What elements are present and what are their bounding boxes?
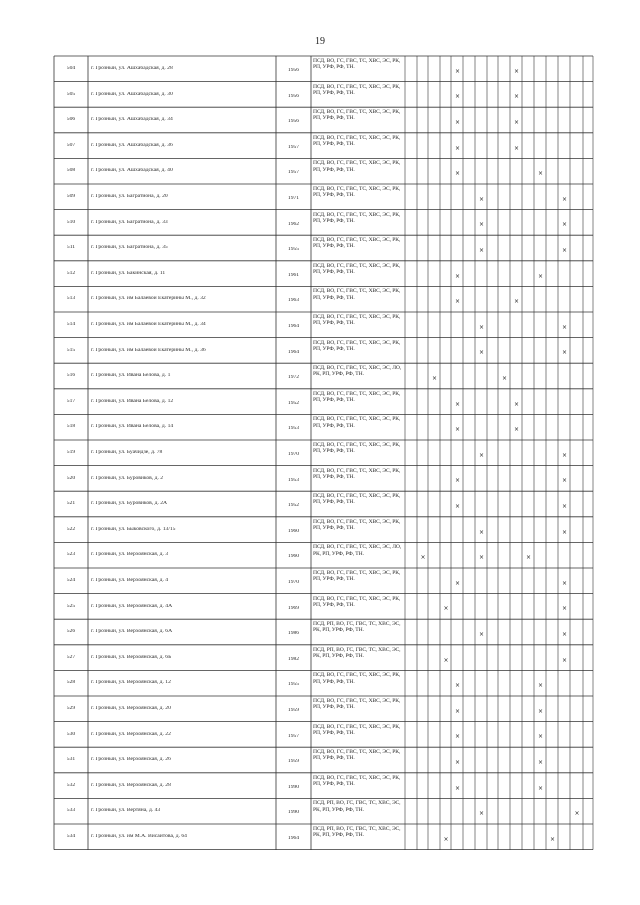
row-number: 521 <box>66 501 76 507</box>
row-address: г. Грозный, ул. Верхоянская, д. 28 <box>91 782 171 788</box>
row-year: 1957 <box>287 144 300 150</box>
check-mark: × <box>538 784 544 792</box>
row-systems: ПСД, РП, ВО, ГС, ГВС, ТС, ХВС, ЭС, РК, РП, УРФ, РФ, ТН. <box>313 646 401 659</box>
check-mark: × <box>562 247 568 254</box>
check-mark: × <box>455 119 461 126</box>
row-number: 526 <box>66 629 76 635</box>
check-mark: × <box>562 349 568 357</box>
check-mark: × <box>479 528 485 536</box>
row-number: 514 <box>66 322 76 327</box>
row-systems: ПСД, ВО, ГС, ГВС, ТС, ХВС, ЭС, РК, РП, УРФ, РФ, ТН. <box>313 467 401 480</box>
row-number: 527 <box>66 654 76 660</box>
row-number: 534 <box>66 834 76 839</box>
check-mark: × <box>502 375 508 382</box>
check-mark: × <box>514 144 520 152</box>
row-systems: ПСД, РП, ВО, ГС, ГВС, ТС, ХВС, ЭС, РК, РП, УРФ, РФ, ТН. <box>313 826 401 839</box>
row-number: 525 <box>66 603 76 609</box>
row-year: 1990 <box>287 810 300 816</box>
row-address: г. Грозный, ул. Быковского, д. 13/15 <box>91 526 176 532</box>
check-mark: × <box>562 528 568 536</box>
check-mark: × <box>455 682 461 690</box>
row-address: г. Грозный, ул. Верхоянская, д. 6Б <box>91 654 172 660</box>
row-systems: ПСД, ВО, ГС, ГВС, ТС, ХВС, ЭС, РК, РП, УРФ, РФ, ТН. <box>313 186 401 199</box>
row-systems: ПСД, ВО, ГС, ГВС, ТС, ХВС, ЭС, РК, РП, УРФ, РФ, ТН. <box>313 211 401 224</box>
row-address: г. Грозный, ул. им Балаевой Екатерины М., д. 34 <box>91 322 206 327</box>
row-systems: ПСД, ВО, ГС, ГВС, ТС, ХВС, ЭС, РК, РП, УРФ, РФ, ТН. <box>313 672 401 685</box>
row-year: 1964 <box>287 836 300 841</box>
row-year: 1971 <box>287 196 300 201</box>
row-number: 532 <box>66 782 76 788</box>
check-mark: × <box>479 349 485 357</box>
check-mark: × <box>443 656 449 664</box>
row-address: г. Грозный, ул. Верхоянская, д. 3 <box>91 552 169 558</box>
check-mark: × <box>514 298 520 306</box>
check-mark: × <box>562 631 568 638</box>
row-year: 1964 <box>287 349 300 355</box>
check-mark: × <box>574 810 580 818</box>
check-mark: × <box>514 67 520 75</box>
check-mark: × <box>562 221 568 229</box>
row-year: 1956 <box>287 93 300 99</box>
row-number: 513 <box>66 296 76 302</box>
row-systems: ПСД, ВО, ГС, ГВС, ТС, ХВС, ЭС, РК, РП, УРФ, РФ, ТН. <box>313 160 401 173</box>
row-address: г. Грозный, ул. Вертяна, д. 43 <box>91 808 161 814</box>
row-number: 520 <box>66 475 76 481</box>
check-mark: × <box>538 759 544 766</box>
row-systems: ПСД, ВО, ГС, ГВС, ТС, ХВС, ЭС, РК, РП, УРФ, РФ, ТН. <box>313 390 401 403</box>
check-mark: × <box>562 579 568 587</box>
check-mark: × <box>550 835 556 843</box>
row-year: 1961 <box>287 272 300 278</box>
check-mark: × <box>562 451 568 459</box>
check-mark: × <box>443 835 449 843</box>
row-year: 1964 <box>287 324 300 329</box>
row-systems: ПСД, РП, ВО, ГС, ГВС, ТС, ХВС, ЭС, РК, РП, УРФ, РФ, ТН. <box>313 621 401 634</box>
row-address: г. Грозный, ул. Верхоянская, д. 12 <box>91 680 171 686</box>
check-mark: × <box>562 195 568 203</box>
row-year: 1952 <box>287 400 300 406</box>
check-mark: × <box>514 119 520 126</box>
check-mark: × <box>455 759 461 766</box>
check-mark: × <box>479 631 485 638</box>
row-systems: ПСД, ВО, ГС, ГВС, ТС, ХВС, ЭС, РК, РП, УРФ, РФ, ТН. <box>313 262 401 275</box>
check-mark: × <box>455 784 461 792</box>
check-mark: × <box>538 682 544 690</box>
row-number: 515 <box>66 347 76 353</box>
row-systems: ПСД, ВО, ГС, ГВС, ТС, ХВС, ЭС, ЛО, РК, РП, УРФ, РФ, ТН. <box>313 544 402 557</box>
check-mark: × <box>455 579 461 587</box>
row-address: г. Грозный, ул. Ашхабадская, д. 40 <box>91 168 173 174</box>
check-mark: × <box>432 375 438 382</box>
row-year: 1962 <box>287 221 300 227</box>
row-year: 1953 <box>287 426 300 432</box>
row-year: 1963 <box>287 298 300 304</box>
row-address: г. Грозный, ул. Верхоянская, д. 6А <box>91 629 173 635</box>
check-mark: × <box>514 93 520 101</box>
check-mark: × <box>514 426 520 434</box>
row-address: г. Грозный, ул. Багратиона, д. 35 <box>91 245 168 251</box>
row-number: 517 <box>66 398 76 404</box>
check-mark: × <box>538 733 544 741</box>
row-number: 523 <box>66 552 76 558</box>
row-number: 506 <box>66 117 76 123</box>
check-mark: × <box>455 144 461 152</box>
check-mark: × <box>455 93 461 101</box>
row-systems: ПСД, ВО, ГС, ГВС, ТС, ХВС, ЭС, РК, РП, УРФ, РФ, ТН. <box>313 416 401 429</box>
check-mark: × <box>455 733 461 741</box>
row-systems: ПСД, ВО, ГС, ГВС, ТС, ХВС, ЭС, РК, РП, УРФ, РФ, ТН. <box>313 314 401 327</box>
check-mark: × <box>455 426 461 434</box>
row-number: 509 <box>66 194 76 199</box>
check-mark: × <box>538 707 544 715</box>
row-number: 524 <box>66 578 76 583</box>
row-number: 530 <box>66 731 76 737</box>
check-mark: × <box>479 221 485 229</box>
row-number: 531 <box>66 757 76 763</box>
check-mark: × <box>455 707 461 715</box>
row-year: 1982 <box>287 656 300 662</box>
check-mark: × <box>455 503 461 510</box>
check-mark: × <box>479 554 485 562</box>
check-mark: × <box>538 170 544 178</box>
row-year: 1952 <box>287 503 300 509</box>
row-systems: ПСД, ВО, ГС, ГВС, ТС, ХВС, ЭС, ЛО, РК, РП, УРФ, РФ, ТН. <box>313 365 402 378</box>
row-systems: ПСД, ВО, ГС, ГВС, ТС, ХВС, ЭС, РК, РП, УРФ, РФ, ТН. <box>313 570 401 583</box>
row-year: 1957 <box>287 733 300 739</box>
row-address: г. Грозный, ул. Верхоянская, д. 22 <box>91 731 171 737</box>
check-mark: × <box>562 323 568 331</box>
row-year: 1970 <box>287 580 300 585</box>
row-year: 1955 <box>287 682 300 688</box>
row-address: г. Грозный, ул. Верхоянская, д. 4А <box>91 603 173 609</box>
row-number: 516 <box>66 373 76 379</box>
row-address: г. Грозный, ул. Буровиков, д. 2 <box>91 475 164 481</box>
row-systems: ПСД, ВО, ГС, ГВС, ТС, ХВС, ЭС, РК, РП, УРФ, РФ, ТН. <box>313 595 401 608</box>
check-mark: × <box>562 605 568 613</box>
row-year: 1959 <box>287 708 300 713</box>
row-systems: ПСД, ВО, ГС, ГВС, ТС, ХВС, ЭС, РК, РП, УРФ, РФ, ТН. <box>313 109 401 122</box>
check-mark: × <box>479 451 485 459</box>
check-mark: × <box>455 400 461 408</box>
row-systems: ПСД, ВО, ГС, ГВС, ТС, ХВС, ЭС, РК, РП, УРФ, РФ, ТН. <box>313 237 401 250</box>
row-address: г. Грозный, ул. Ашхабадская, д. 36 <box>91 142 173 148</box>
check-mark: × <box>526 554 532 562</box>
row-year: 1957 <box>287 170 300 176</box>
row-year: 1969 <box>287 605 300 611</box>
row-address: г. Грозный, ул. Бакинская, д. 11 <box>91 270 166 276</box>
row-systems: ПСД, ВО, ГС, ГВС, ТС, ХВС, ЭС, РК, РП, УРФ, РФ, ТН. <box>313 723 401 736</box>
row-year: 1956 <box>287 119 300 125</box>
row-number: 533 <box>66 808 76 814</box>
check-mark: × <box>479 323 485 331</box>
row-systems: ПСД, ВО, ГС, ГВС, ТС, ХВС, ЭС, РК, РП, УРФ, РФ, ТН. <box>313 774 401 787</box>
row-address: г. Грозный, ул. Верхоянская, д. 20 <box>91 706 171 711</box>
check-mark: × <box>514 400 520 408</box>
check-mark: × <box>455 170 461 178</box>
row-number: 511 <box>66 245 76 251</box>
row-year: 1955 <box>287 247 300 253</box>
row-address: г. Грозный, ул. Багратиона, д. 33 <box>91 219 168 225</box>
row-systems: ПСД, ВО, ГС, ГВС, ТС, ХВС, ЭС, РК, РП, УРФ, РФ, ТН. <box>313 493 401 506</box>
check-mark: × <box>443 605 449 613</box>
row-address: г. Грозный, ул. Верхоянская, д. 4 <box>91 578 169 583</box>
page-number: 19 <box>315 36 325 47</box>
row-number: 518 <box>66 424 76 430</box>
row-year: 1953 <box>287 477 300 483</box>
check-mark: × <box>479 247 485 254</box>
row-year: 1960 <box>287 528 300 534</box>
row-address: г. Грозный, ул. Багратиона, д. 20 <box>91 194 168 199</box>
row-systems: ПСД, ВО, ГС, ГВС, ТС, ХВС, ЭС, РК, РП, УРФ, РФ, ТН. <box>313 288 401 301</box>
row-systems: ПСД, РП, ВО, ГС, ГВС, ТС, ХВС, ЭС, РК, РП, УРФ, РФ, ТН. <box>313 800 401 813</box>
row-number: 519 <box>66 450 76 455</box>
row-year: 1970 <box>287 452 300 457</box>
row-systems: ПСД, ВО, ГС, ГВС, ТС, ХВС, ЭС, РК, РП, УРФ, РФ, ТН. <box>313 339 401 352</box>
row-year: 1990 <box>287 784 300 790</box>
check-mark: × <box>562 656 568 664</box>
row-systems: ПСД, ВО, ГС, ГВС, ТС, ХВС, ЭС, РК, РП, УРФ, РФ, ТН. <box>313 749 401 762</box>
row-year: 1986 <box>287 631 300 637</box>
check-mark: × <box>455 298 461 306</box>
row-number: 504 <box>66 66 76 71</box>
check-mark: × <box>479 195 485 203</box>
row-address: г. Грозный, ул. им Балаевой Екатерины М., д. 36 <box>91 347 206 353</box>
row-systems: ПСД, ВО, ГС, ГВС, ТС, ХВС, ЭС, РК, РП, УРФ, РФ, ТН. <box>313 698 401 711</box>
row-address: г. Грозный, ул. Ашхабадская, д. 34 <box>91 117 173 123</box>
row-year: 1959 <box>287 759 300 765</box>
row-address: г. Грозный, ул. Буровиков, д. 2А <box>91 501 168 507</box>
row-number: 528 <box>66 680 76 686</box>
row-number: 505 <box>66 91 76 97</box>
row-number: 512 <box>66 270 76 276</box>
row-address: г. Грозный, ул. Буачидзе, д. 78 <box>91 450 163 455</box>
row-year: 1956 <box>287 68 300 73</box>
row-address: г. Грозный, ул. Ивана Белова, д. 14 <box>91 424 174 430</box>
row-systems: ПСД, ВО, ГС, ГВС, ТС, ХВС, ЭС, РК, РП, УРФ, РФ, ТН. <box>313 83 401 96</box>
row-number: 522 <box>66 526 76 532</box>
row-systems: ПСД, ВО, ГС, ГВС, ТС, ХВС, ЭС, РК, РП, УРФ, РФ, ТН. <box>313 58 401 71</box>
row-systems: ПСД, ВО, ГС, ГВС, ТС, ХВС, ЭС, РК, РП, УРФ, РФ, ТН. <box>313 134 401 147</box>
check-mark: × <box>455 272 461 280</box>
row-number: 507 <box>66 142 76 148</box>
row-systems: ПСД, ВО, ГС, ГВС, ТС, ХВС, ЭС, РК, РП, УРФ, РФ, ТН. <box>313 518 401 531</box>
row-number: 510 <box>66 219 76 225</box>
check-mark: × <box>420 554 426 562</box>
row-number: 508 <box>66 168 76 174</box>
row-address: г. Грозный, ул. Верхоянская, д. 26 <box>91 757 171 763</box>
check-mark: × <box>562 503 568 510</box>
row-number: 529 <box>66 706 76 711</box>
check-mark: × <box>455 67 461 75</box>
row-address: г. Грозный, ул. Ивана Белова, д. 1 <box>91 373 171 379</box>
check-mark: × <box>538 272 544 280</box>
check-mark: × <box>479 810 485 818</box>
row-address: г. Грозный, ул. Ашхабадская, д. 28 <box>91 66 173 71</box>
check-mark: × <box>562 477 568 485</box>
check-mark: × <box>455 477 461 485</box>
row-year: 1972 <box>287 375 300 381</box>
row-address: г. Грозный, ул. им М.А. Висаитова, д. 64 <box>91 834 187 839</box>
row-address: г. Грозный, ул. им Балаевой Екатерины М., д. 32 <box>91 296 206 302</box>
row-address: г. Грозный, ул. Ашхабадская, д. 30 <box>91 91 173 97</box>
row-year: 1960 <box>287 554 300 560</box>
row-address: г. Грозный, ул. Ивана Белова, д. 12 <box>91 398 174 404</box>
row-systems: ПСД, ВО, ГС, ГВС, ТС, ХВС, ЭС, РК, РП, УРФ, РФ, ТН. <box>313 442 401 455</box>
